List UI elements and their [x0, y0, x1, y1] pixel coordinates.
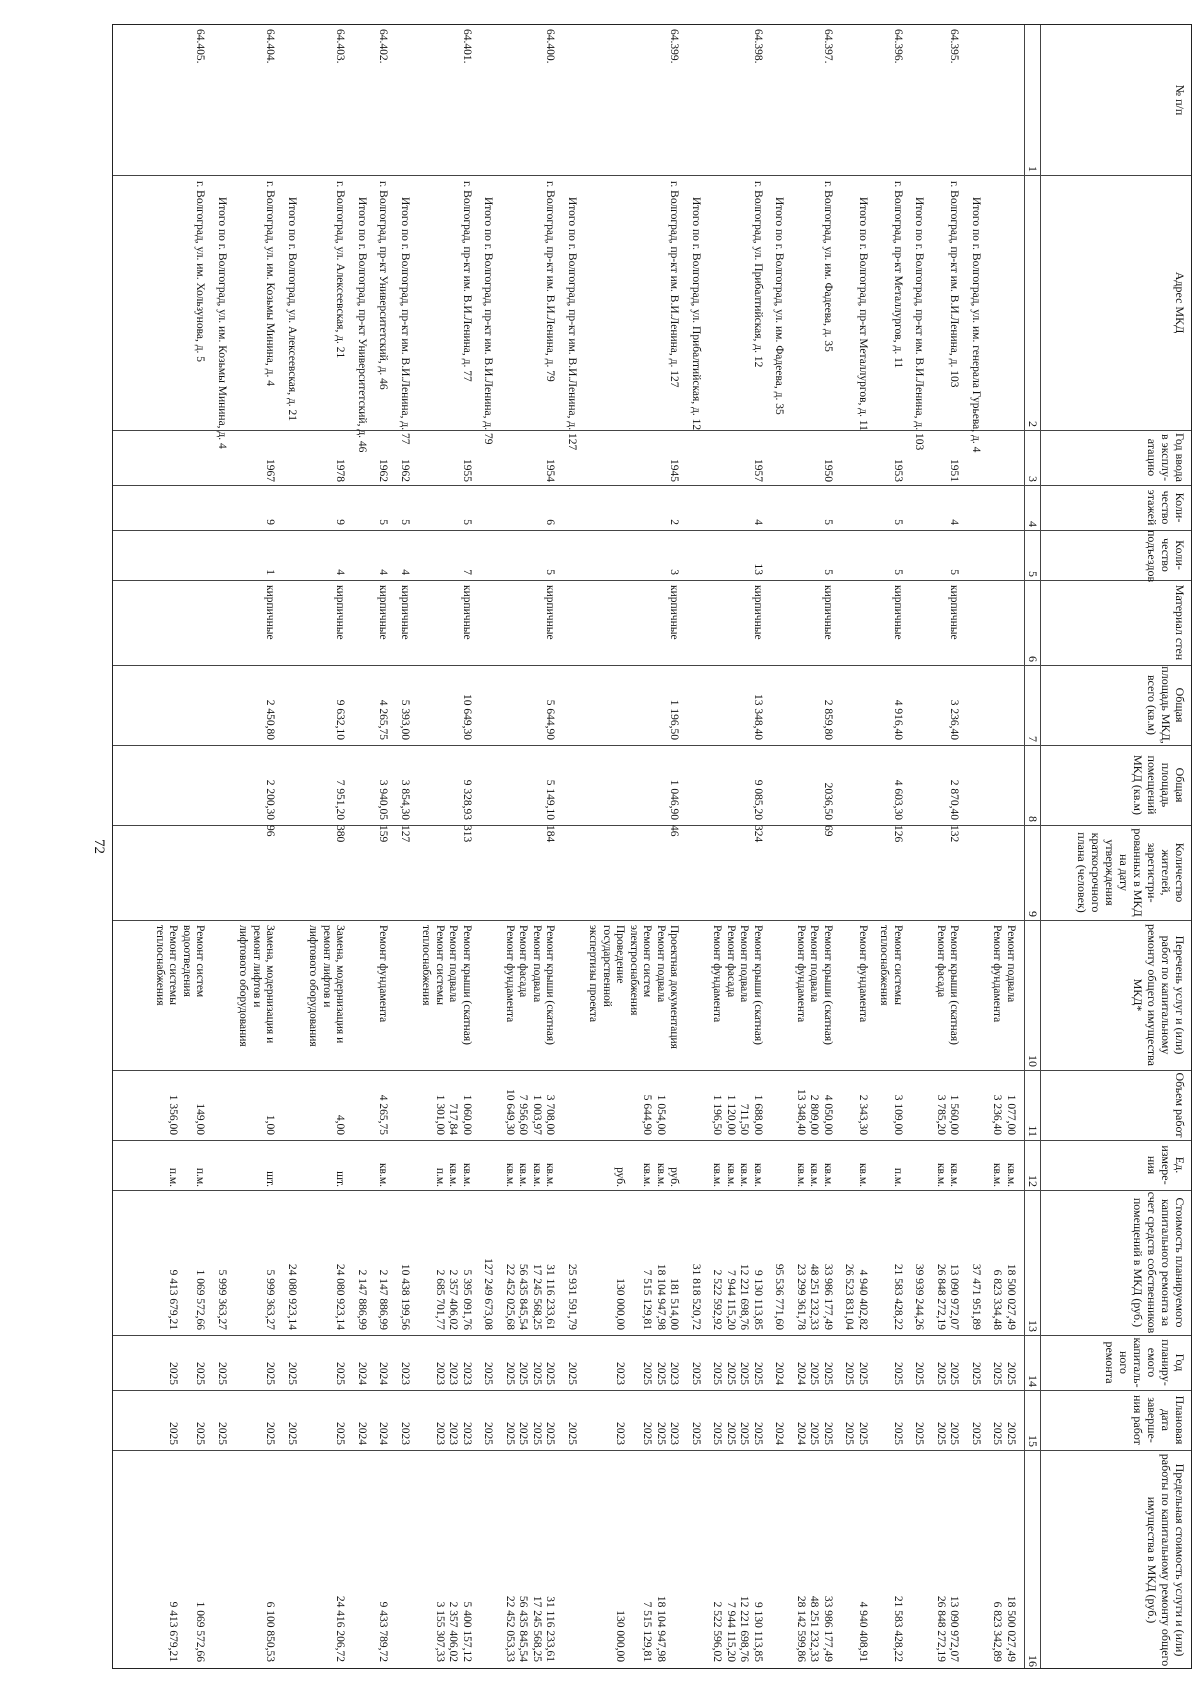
work-volume: 149,00 1 356,00	[167, 1094, 207, 1135]
column-number: 12	[1026, 1175, 1040, 1187]
planned-cost: 1 069 572,66 9 413 679,21	[167, 1269, 207, 1330]
column-number: 11	[1026, 1125, 1040, 1137]
commission-year: 1962	[377, 459, 390, 482]
header-works: Перечень услуг и (или) работ по капитальному ремонту общего имущества МКД*	[1131, 923, 1187, 1066]
wall-material: кирпичные	[752, 585, 764, 640]
column-number: 14	[1026, 1375, 1040, 1387]
header-cost: Стоимость планируемого капитального ремонта за счет средств собственников помещений в МКД (руб.)	[1131, 1191, 1187, 1334]
floors: 5	[822, 519, 834, 525]
total-area: 9 632,10	[334, 699, 347, 740]
work-volume: 1 060,00 717,84 1 301,00	[434, 1094, 473, 1135]
work-volume: 4 265,75	[377, 1094, 390, 1135]
limit-cost: 4 940 408,91	[857, 1601, 869, 1662]
unit: п.м.	[892, 1167, 904, 1187]
repair-year: 2025 2025	[935, 1362, 961, 1385]
column-number: 15	[1026, 1435, 1040, 1447]
unit: кв.м.	[857, 1162, 869, 1187]
end-year: 2025	[690, 1422, 702, 1445]
row-number: 64.396.	[892, 29, 904, 64]
residents: 324	[752, 825, 764, 843]
total-area: 1 196,50	[668, 699, 681, 740]
limit-cost: 33 986 177,49 48 251 232,33 28 142 599,86	[795, 1595, 834, 1662]
wall-material: кирпичные	[399, 585, 411, 640]
premises-area: 3 854,30	[399, 779, 411, 820]
header-repair-year: Год планиру-емого капиталь-ного ремонта	[1103, 1337, 1187, 1388]
works-list: Ремонт крыши (скатная) Ремонт подвала Ремонт фасада Ремонт фундамента	[711, 925, 764, 1045]
total-area: 2 450,80	[264, 699, 277, 740]
premises-area: 7 951,20	[334, 779, 347, 820]
repair-year: 2025	[216, 1362, 228, 1385]
total-area: 10 649,30	[461, 694, 473, 740]
repair-year: 2025	[482, 1362, 495, 1385]
works-list: Проектная документация Ремонт подвала Ремонт систем электроснабжения Проведение государственной экспертизы проекта	[587, 925, 681, 1049]
header-total-area: Общая площадь МКД, всего (кв.м)	[1145, 666, 1187, 744]
header-volume: Объем работ	[1173, 1072, 1187, 1138]
commission-year: 1955	[461, 459, 473, 482]
commission-year: 1967	[264, 459, 277, 482]
row-number: 64.403.	[334, 29, 347, 64]
row-number: 64.405.	[194, 29, 207, 64]
repair-year: 2025	[690, 1362, 702, 1385]
commission-year: 1950	[822, 459, 834, 482]
planned-cost: 2 147 886,99	[356, 1269, 368, 1330]
repair-year: 2023 2025 2025 2023	[614, 1362, 681, 1385]
residents: 159	[377, 825, 390, 843]
repair-year: 2025	[913, 1362, 926, 1385]
work-volume: 1 560,00 3 785,20	[935, 1094, 961, 1135]
header-limit-cost: Предельная стоимость услуги и (или) работы по капитальному ремонту общего имущества в МКД (руб.)	[1145, 1453, 1187, 1667]
header-num: № п/п	[1173, 84, 1187, 116]
floors: 4	[752, 519, 764, 525]
total-area: 3 236,40	[948, 699, 961, 740]
column-number: 1	[1026, 166, 1040, 172]
total-area: 4 916,40	[892, 699, 904, 740]
limit-cost: 1 069 572,66 9 413 679,21	[167, 1601, 207, 1662]
residents: 46	[668, 825, 681, 837]
floors: 9	[334, 519, 347, 525]
work-volume: 1 077,00 3 236,40	[991, 1094, 1017, 1135]
total-address: Итого по г. Волгоград, пр-кт им. В.И.Ленина, д. 127	[566, 197, 578, 451]
floors: 9	[264, 519, 277, 525]
repair-year: 2025	[264, 1362, 277, 1385]
commission-year: 1951	[948, 459, 961, 482]
premises-area: 3 940,05	[377, 779, 390, 820]
column-number: 5	[1026, 571, 1040, 577]
total-address: Итого по г. Волгоград, ул. Алексеевская, д. 21	[286, 197, 298, 422]
works-list: Ремонт систем водоотведения Ремонт системы теплоснабжения	[154, 925, 207, 1006]
end-year: 2025	[216, 1422, 228, 1445]
building-address: г. Волгоград, пр-кт им. В.И.Ленина, д. 103	[948, 181, 961, 388]
planned-cost: 31 818 520,72	[690, 1263, 702, 1330]
planned-cost: 5 395 091,76 2 357 406,02 2 685 701,77	[434, 1269, 473, 1330]
unit: кв.м.	[377, 1162, 390, 1187]
column-number: 8	[1026, 816, 1040, 822]
end-year: 2023 2025 2025 2023	[614, 1422, 681, 1445]
residents: 184	[544, 825, 557, 843]
unit: кв.м. кв.м. кв.м.	[795, 1162, 834, 1187]
total-area: 5 393,00	[399, 699, 411, 740]
wall-material: кирпичные	[544, 585, 557, 640]
planned-cost: 5 999 363,27	[264, 1269, 277, 1330]
works-list: Ремонт крыши (скатная) Ремонт подвала Ремонт фундамента	[795, 925, 834, 1045]
limit-cost: 18 500 027,49 6 823 342,89	[991, 1595, 1017, 1662]
limit-cost: 18 104 947,98 7 515 129,81 130 000,00	[614, 1595, 667, 1662]
end-year: 2025 2025 2025 2025	[711, 1422, 764, 1445]
row-number: 64.398.	[752, 29, 764, 64]
repair-year: 2025 2025 2025 2025	[711, 1362, 764, 1385]
repair-year: 2025	[334, 1362, 347, 1385]
work-volume: 1 054,00 5 644,90	[641, 1094, 667, 1135]
end-year: 2025	[913, 1422, 926, 1445]
repair-year: 2024	[773, 1362, 786, 1385]
entrances: 5	[948, 569, 961, 575]
limit-cost: 24 416 206,72	[334, 1595, 347, 1662]
end-year: 2025 2025 2024	[795, 1422, 834, 1445]
header-premises-area: Общая площадь помещений МКД (кв.м)	[1131, 755, 1187, 815]
planned-cost: 37 471 951,89	[970, 1263, 982, 1330]
building-address: г. Волгоград, ул. им. Козьмы Минина, д. 4	[264, 181, 277, 387]
limit-cost: 13 090 972,07 26 848 272,19	[935, 1595, 961, 1662]
work-volume: 2 343,30	[857, 1094, 869, 1135]
column-number: 7	[1026, 736, 1040, 742]
residents: 69	[822, 825, 834, 837]
works-list: Ремонт крыши (скатная) Ремонт подвала Ремонт системы теплоснабжения	[420, 925, 473, 1045]
total-address: Итого по г. Волгоград, пр-кт им. В.И.Ленина, д. 79	[482, 197, 495, 445]
total-area: 13 348,40	[752, 694, 764, 740]
wall-material: кирпичные	[948, 585, 961, 640]
column-number: 9	[1026, 911, 1040, 917]
repair-year: 2025 2025 2024	[795, 1362, 834, 1385]
row-number: 64.401.	[461, 29, 473, 64]
wall-material: кирпичные	[264, 585, 277, 640]
work-volume: 1,00	[264, 1114, 277, 1135]
repair-year: 2025	[566, 1362, 578, 1385]
header-address: Адрес МКД	[1173, 271, 1187, 334]
header-entrances: Коли-чество подъездов	[1145, 530, 1187, 583]
unit: руб. кв.м. кв.м. руб.	[614, 1162, 681, 1187]
wall-material: кирпичные	[822, 585, 834, 640]
column-number: 3	[1026, 476, 1040, 482]
limit-cost: 6 100 850,53	[264, 1601, 277, 1662]
row-number: 64.397.	[822, 29, 834, 64]
header-year: Год ввода в эксплу-атацию	[1145, 433, 1187, 482]
floors: 5	[892, 519, 904, 525]
work-volume: 1 688,00 711,50 1 120,00 1 196,50	[711, 1094, 764, 1135]
residents: 132	[948, 825, 961, 843]
floors: 5	[399, 519, 411, 525]
entrances: 13	[752, 563, 764, 575]
residents: 96	[264, 825, 277, 837]
planned-cost: 33 986 177,49 48 251 232,33 23 299 361,78	[795, 1263, 834, 1330]
page-number: 72	[91, 839, 107, 854]
unit: кв.м. кв.м. п.м.	[434, 1162, 473, 1187]
unit: шт.	[334, 1171, 347, 1187]
end-year: 2025	[482, 1422, 495, 1445]
unit: кв.м. кв.м.	[935, 1162, 961, 1187]
entrances: 1	[264, 569, 277, 575]
planned-cost: 181 514,00 18 104 947,98 7 515 129,81 130 000,00	[614, 1263, 681, 1330]
column-number: 16	[1026, 1655, 1040, 1667]
header-end-date: Плановая дата заверше-ния работ	[1131, 1395, 1187, 1445]
residents: 126	[892, 825, 904, 843]
wall-material: кирпичные	[668, 585, 681, 640]
planned-cost: 10 438 199,56	[399, 1263, 411, 1330]
premises-area: 1 046,90	[668, 779, 681, 820]
premises-area: 5 149,10	[544, 779, 557, 820]
total-address: Итого по г. Волгоград, пр-кт им. В.И.Ленина, д. 77	[399, 197, 411, 445]
total-address: Итого по г. Волгоград, ул. им. генерала Гурьева, д. 4	[970, 197, 982, 453]
row-number: 64.399.	[668, 29, 681, 64]
repair-year: 2025 2025	[167, 1362, 207, 1385]
total-address: Итого по г. Волгоград, ул. им. Козьмы Минина, д. 4	[216, 197, 228, 449]
row-number: 64.404.	[264, 29, 277, 64]
end-year: 2025	[970, 1422, 982, 1445]
work-volume: 3 708,00 1 003,97 7 956,60 10 649,30	[504, 1089, 557, 1135]
total-area: 5 644,90	[544, 699, 557, 740]
wall-material: кирпичные	[892, 585, 904, 640]
planned-cost: 24 080 923,14	[334, 1263, 347, 1330]
limit-cost: 5 400 157,12 2 357 406,02 3 155 307,33	[434, 1601, 473, 1662]
header-floors: Коли-чество этажей	[1145, 489, 1187, 526]
floors: 6	[544, 519, 557, 525]
building-address: г. Волгоград, ул. Прибалтийская, д. 12	[752, 181, 764, 368]
end-year: 2025	[566, 1422, 578, 1445]
capital-repair-table	[112, 24, 1192, 1669]
entrances: 4	[334, 569, 347, 575]
wall-material: кирпичные	[334, 585, 347, 640]
repair-year: 2025 2025 2025 2025	[504, 1362, 557, 1385]
planned-cost: 5 999 363,27	[216, 1269, 228, 1330]
building-address: г. Волгоград, пр-кт Металлургов, д. 11	[892, 181, 904, 369]
end-year: 2024	[773, 1422, 786, 1445]
floors: 2	[668, 519, 681, 525]
limit-cost: 31 116 233,61 17 245 568,25 56 435 845,54 22 452 053,33	[504, 1595, 557, 1662]
wall-material: кирпичные	[377, 585, 390, 640]
planned-cost: 18 500 027,49 6 823 334,48	[991, 1263, 1017, 1330]
planned-cost: 39 939 244,26	[913, 1263, 926, 1330]
header-unit: Ед. измере-ния	[1145, 1145, 1187, 1185]
building-address: г. Волгоград, пр-кт им. В.И.Ленина, д. 127	[668, 181, 681, 388]
column-number: 4	[1026, 521, 1040, 527]
entrances: 4	[399, 569, 411, 575]
column-number: 2	[1026, 421, 1040, 427]
header-residents: Количество жителей, зарегистри-рованных в МКД на дату утверждения краткосрочного плана (человек)	[1075, 828, 1187, 917]
end-year: 2023	[399, 1422, 411, 1445]
end-year: 2025 2025	[843, 1422, 869, 1445]
works-list: Ремонт системы теплоснабжения	[878, 925, 904, 1006]
works-list: Ремонт фундамента	[857, 925, 869, 1023]
residents: 313	[461, 825, 473, 843]
building-address: г. Волгоград, ул. Алексеевская, д. 21	[334, 181, 347, 359]
entrances: 5	[822, 569, 834, 575]
commission-year: 1978	[334, 459, 347, 482]
column-number: 10	[1026, 1055, 1040, 1067]
works-list: Замена, модернизация и ремонт лифтов и лифтового оборудования	[237, 925, 277, 1047]
total-address: Итого по г. Волгоград, пр-кт Университетский, д. 46	[356, 197, 368, 453]
end-year: 2025 2025 2025 2025	[504, 1422, 557, 1445]
entrances: 7	[461, 569, 473, 575]
repair-year: 2025	[892, 1362, 904, 1385]
building-address: г. Волгоград, пр-кт Университетский, д. 46	[377, 181, 390, 390]
limit-cost: 9 433 789,72	[377, 1601, 390, 1662]
commission-year: 1953	[892, 459, 904, 482]
end-year: 2025	[264, 1422, 277, 1445]
unit: кв.м. кв.м. кв.м. кв.м.	[504, 1162, 557, 1187]
premises-area: 4 603,30	[892, 779, 904, 820]
end-year: 2024	[356, 1422, 368, 1445]
planned-cost: 31 116 233,61 17 245 568,25 56 435 845,54 22 452 025,68	[504, 1263, 557, 1330]
total-address: Итого по г. Волгоград, ул. Прибалтийская, д. 12	[690, 197, 702, 431]
commission-year: 1945	[668, 459, 681, 482]
building-address: г. Волгоград, ул. им. Фадеева, д. 35	[822, 181, 834, 352]
premises-area: 9 085,20	[752, 779, 764, 820]
planned-cost: 25 931 591,79	[566, 1263, 578, 1330]
works-list: Ремонт крыши (скатная) Ремонт подвала Ремонт фасада Ремонт фундамента	[504, 925, 557, 1045]
repair-year: 2025	[286, 1362, 298, 1385]
end-year: 2023 2023 2023	[434, 1422, 473, 1445]
floors: 5	[377, 519, 390, 525]
planned-cost: 95 536 771,60	[773, 1263, 786, 1330]
planned-cost: 13 090 972,07 26 848 272,19	[935, 1263, 961, 1330]
total-address: Итого по г. Волгоград, ул. им. Фадеева, д. 35	[773, 197, 786, 415]
unit: шт.	[264, 1171, 277, 1187]
row-number: 64.395.	[948, 29, 961, 64]
header-wall-material: Материал стен	[1173, 584, 1187, 661]
entrances: 4	[377, 569, 390, 575]
premises-area: 2036,50	[822, 782, 834, 820]
building-address: г. Волгоград, ул. им. Хользунова, д. 5	[194, 181, 207, 363]
planned-cost: 24 080 923,14	[286, 1263, 298, 1330]
building-address: г. Волгоград, пр-кт им. В.И.Ленина, д. 79	[544, 181, 557, 382]
premises-area: 2 870,40	[948, 779, 961, 820]
row-number: 64.402.	[377, 29, 390, 64]
planned-cost: 2 147 886,99	[377, 1269, 390, 1330]
commission-year: 1954	[544, 459, 557, 482]
repair-year: 2025 2025	[843, 1362, 869, 1385]
end-year: 2025	[892, 1422, 904, 1445]
planned-cost: 127 249 673,08	[482, 1258, 495, 1330]
end-year: 2025 2025	[935, 1422, 961, 1445]
total-address: Итого по г. Волгоград, пр-кт им. В.И.Ленина, д. 103	[913, 197, 926, 451]
works-list: Замена, модернизация и ремонт лифтов и лифтового оборудования	[307, 925, 347, 1047]
unit: кв.м. кв.м. кв.м. кв.м.	[711, 1162, 764, 1187]
work-volume: 3 109,00	[892, 1094, 904, 1135]
floors: 4	[948, 519, 961, 525]
repair-year: 2024	[356, 1362, 368, 1385]
unit: п.м. п.м.	[167, 1167, 207, 1187]
works-list: Ремонт крыши (скатная) Ремонт фасада	[935, 925, 961, 1045]
repair-year: 2025 2025	[991, 1362, 1017, 1385]
planned-cost: 4 940 402,82 26 523 831,04	[843, 1263, 869, 1330]
repair-year: 2025	[970, 1362, 982, 1385]
floors: 5	[461, 519, 473, 525]
column-number: 6	[1026, 656, 1040, 662]
column-number: 13	[1026, 1320, 1040, 1332]
work-volume: 4 050,00 2 809,00 13 348,40	[795, 1089, 834, 1135]
end-year: 2025 2025	[167, 1422, 207, 1445]
premises-area: 9 328,93	[461, 779, 473, 820]
residents: 127	[399, 825, 411, 843]
work-volume: 4,00	[334, 1114, 347, 1135]
building-address: г. Волгоград, пр-кт им. В.И.Ленина, д. 77	[461, 181, 473, 382]
entrances: 3	[668, 569, 681, 575]
total-area: 2 859,80	[822, 699, 834, 740]
limit-cost: 9 130 113,85 12 221 698,76 7 944 115,20 2 522 596,02	[711, 1595, 764, 1662]
unit: кв.м. кв.м.	[991, 1162, 1017, 1187]
commission-year: 1957	[752, 459, 764, 482]
planned-cost: 21 583 428,22	[892, 1263, 904, 1330]
entrances: 5	[892, 569, 904, 575]
limit-cost: 21 583 428,22	[892, 1595, 904, 1662]
residents: 380	[334, 825, 347, 843]
works-list: Ремонт подвала Ремонт фундамента	[991, 925, 1017, 1023]
works-list: Ремонт фундамента	[377, 925, 390, 1023]
premises-area: 2 200,30	[264, 779, 277, 820]
repair-year: 2023 2023 2023	[434, 1362, 473, 1385]
row-number: 64.400.	[544, 29, 557, 64]
planned-cost: 9 130 113,85 12 221 698,76 7 944 115,20 2 522 592,92	[711, 1263, 764, 1330]
end-year: 2025	[286, 1422, 298, 1445]
end-year: 2024	[377, 1422, 390, 1445]
commission-year: 1962	[399, 459, 411, 482]
total-area: 4 265,75	[377, 699, 390, 740]
wall-material: кирпичные	[461, 585, 473, 640]
repair-year: 2024	[377, 1362, 390, 1385]
end-year: 2025 2025	[991, 1422, 1017, 1445]
end-year: 2025	[334, 1422, 347, 1445]
repair-year: 2023	[399, 1362, 411, 1385]
total-address: Итого по г. Волгоград, пр-кт Металлургов, д. 11	[857, 197, 869, 431]
entrances: 5	[544, 569, 557, 575]
rotated-page	[64, 24, 1192, 1669]
